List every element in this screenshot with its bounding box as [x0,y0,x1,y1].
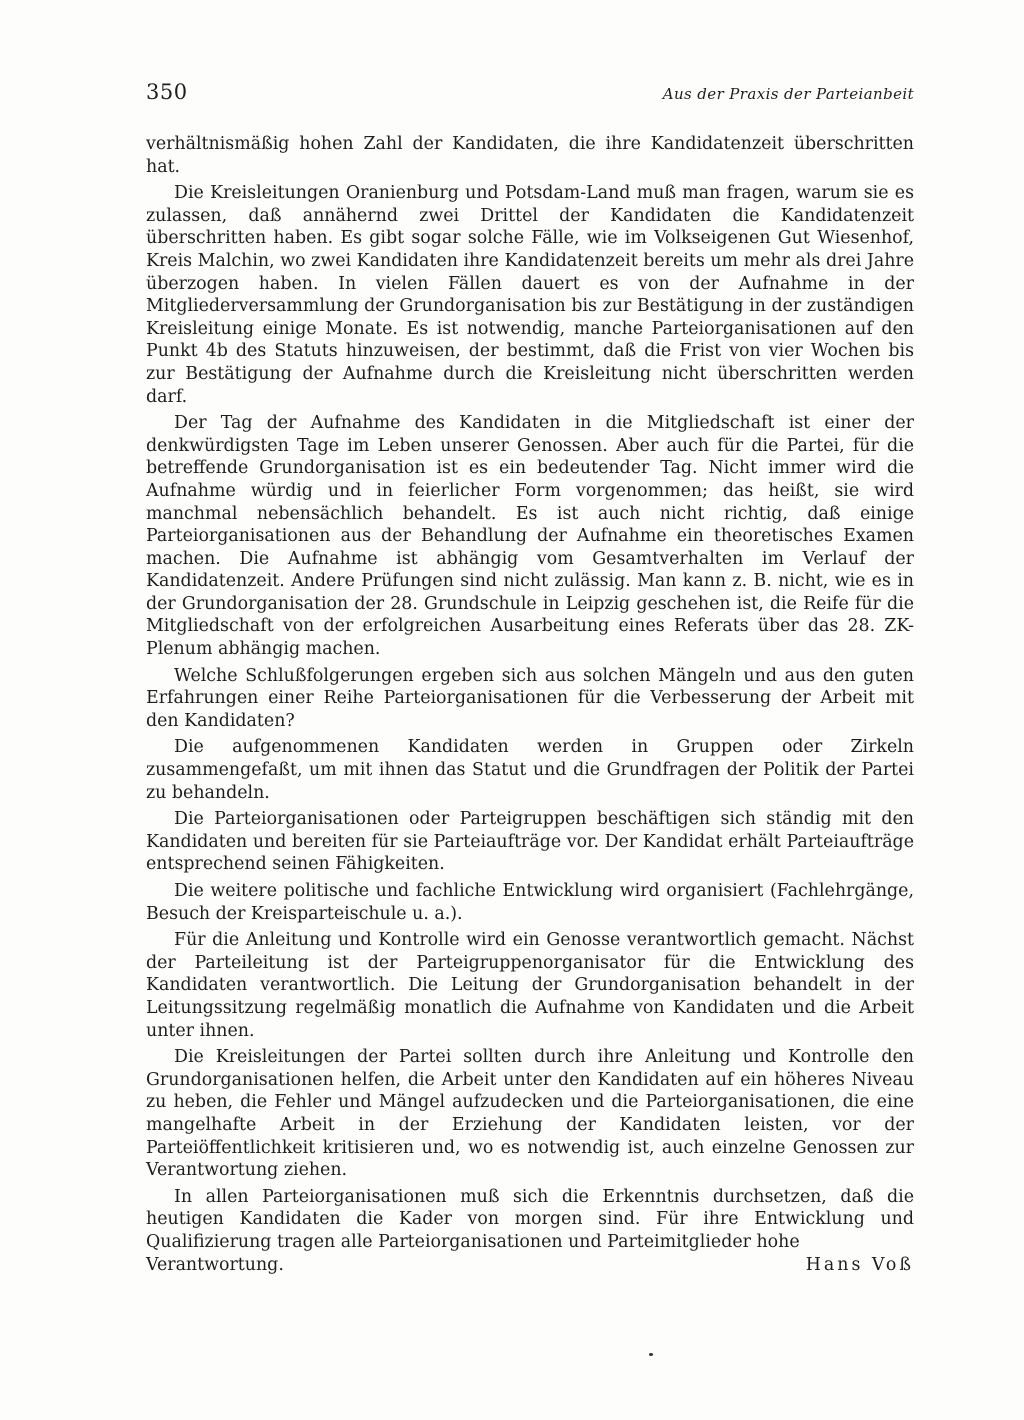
paragraph-4: Welche Schlußfolgerungen ergeben sich aus solchen Mängeln und aus den guten Erfahrungen einer Reihe Parteiorganisationen für die Verbesserung der Arbeit mit den Kandidaten? [146,665,914,731]
paragraph-2: Die Kreisleitungen Oranienburg und Potsdam-Land muß man fragen, warum sie es zulassen, daß annähernd zwei Drittel der Kandidaten die Kandidatenzeit überschritten haben. Es gibt sogar solche Fälle, wie im Volkseigenen Gut Wiesenhof, Kreis Malchin, wo zwei Kandidaten ihre Kandidatenzeit bereits um mehr als drei Jahre überzogen haben. In vielen Fällen dauert es von der Aufnahme in der Mitgliederversammlung der Grundorganisation bis zur Bestätigung in der zuständigen Kreisleitung einige Monate. Es ist notwendig, manche Parteiorganisationen auf den Punkt 4b des Statuts hinzuweisen, der bestimmt, daß die Frist von vier Wochen bis zur Bestätigung der Aufnahme durch die Kreisleitung nicht überschritten werden darf. [146,183,914,407]
author-signature: Hans Voß [805,1254,914,1275]
paragraph-8: Für die Anleitung und Kontrolle wird ein Genosse verantwortlich gemacht. Nächst der Parteileitung ist der Parteigruppenorganisator für die Entwicklung des Kandidaten verantwortlich. Die Leitung der Grundorganisation behandelt in der Leitungssitzung regelmäßig monatlich die Aufnahme von Kandidaten und die Arbeit unter ihnen. [146,930,914,1041]
running-head: Aus der Praxis der Parteianbeit [662,85,914,103]
article-body [146,133,914,1276]
paragraph-1: verhältnismäßig hohen Zahl der Kandidaten, die ihre Kandidatenzeit überschritten hat. [146,134,914,177]
print-speck [649,1353,653,1356]
closing-text: In allen Parteiorganisationen muß sich die Erkenntnis durchsetzen, daß die heutigen Kandidaten die Kader von morgen sind. Für ihre Entwicklung und Qualifizierung tragen alle Parteiorganisationen und Parteimitglieder hohe [146,1186,914,1252]
closing-paragraph [146,1186,914,1276]
page-header [146,80,914,114]
closing-last-line [146,1254,914,1277]
page-number: 350 [146,80,188,104]
paragraph-3: Der Tag der Aufnahme des Kandidaten in die Mitgliedschaft ist einer der denkwürdigsten Tage im Leben unserer Genossen. Aber auch für die Partei, für die betreffende Grundorganisation ist es ein bedeutender Tag. Nicht immer wird die Aufnahme würdig und in feierlicher Form vorgenommen; das heißt, sie wird manchmal nebensächlich behandelt. Es ist auch nicht richtig, daß einige Parteiorganisationen aus der Behandlung der Aufnahme ein theoretisches Examen machen. Die Aufnahme ist abhängig vom Gesamtverhalten im Verlauf der Kandidatenzeit. Andere Prüfungen sind nicht zulässig. Man kann z. B. nicht, wie es in der Grundorganisation der 28. Grundschule in Leipzig geschehen ist, die Reife für die Mitgliedschaft von der erfolgreichen Ausarbeitung eines Referats über das 28. ZK-Plenum abhängig machen. [146,413,914,660]
paragraph-7: Die weitere politische und fachliche Entwicklung wird organisiert (Fachlehrgänge, Besuch der Kreisparteischule u. a.). [146,881,914,924]
paragraph-6: Die Parteiorganisationen oder Parteigruppen beschäftigen sich ständig mit den Kandidaten und bereiten für sie Parteiaufträge vor. Der Kandidat erhält Parteiaufträge entsprechend seinen Fähigkeiten. [146,809,914,875]
paragraph-9: Die Kreisleitungen der Partei sollten durch ihre Anleitung und Kontrolle den Grundorganisationen helfen, die Arbeit unter den Kandidaten auf ein höheres Niveau zu heben, die Fehler und Mängel aufzudecken und die Parteiorganisationen, die eine mangelhafte Arbeit in der Erziehung der Kandidaten leisten, vor der Parteiöffentlichkeit kritisieren und, wo es notwendig ist, auch einzelne Genossen zur Verantwortung ziehen. [146,1047,914,1181]
closing-last-word: Verantwortung. [146,1254,284,1275]
paragraph-5: Die aufgenommenen Kandidaten werden in Gruppen oder Zirkeln zusammengefaßt, um mit ihnen das Statut und die Grundfragen der Politik der Partei zu behandeln. [146,737,914,803]
